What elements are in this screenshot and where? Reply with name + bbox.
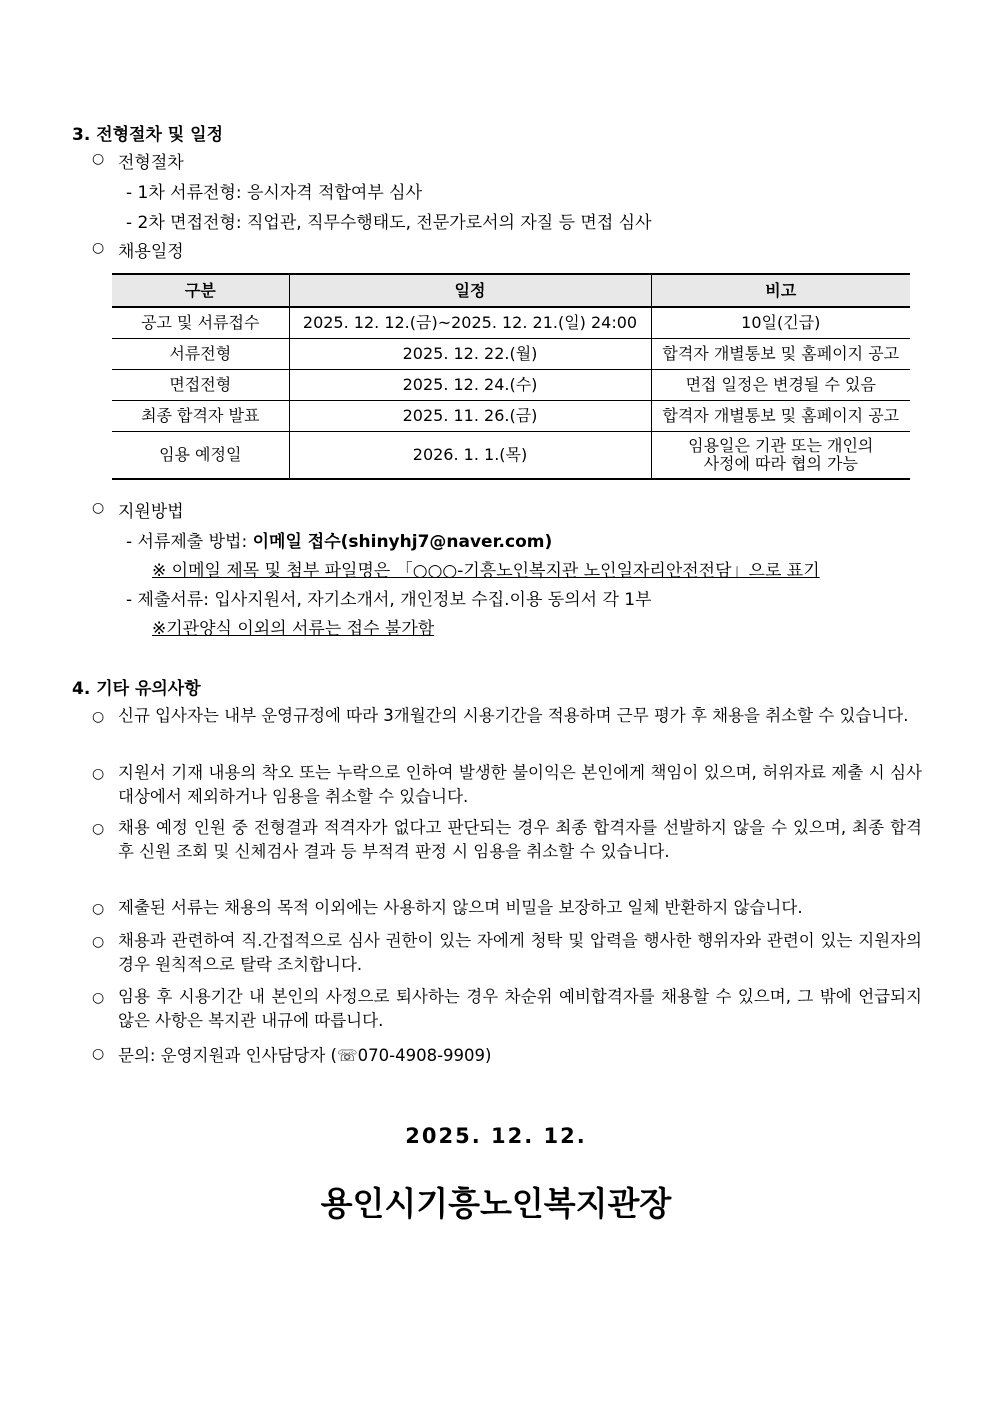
notice-item: 제출된 서류는 채용의 목적 이외에는 사용하지 않으며 비밀을 보장하고 일체 반환하지 않습니다. [118,898,803,917]
bullet-icon: ○ [92,934,105,950]
table-header-row [112,274,910,307]
table-header: 비고 [651,274,910,307]
table-row [112,338,910,369]
organization-name: 용인시기흥노인복지관장 [320,1184,672,1223]
bullet-icon: ○ [92,901,105,917]
note-line-2: 사정에 따라 협의 가능 [703,453,858,473]
notice-item: 지원서 기재 내용의 착오 또는 누락으로 인하여 발생한 불이익은 본인에게 책임이 있으며, 허위자료 제출 시 심사대상에서 제외하거나 임용을 취소할 수 있습니다. [118,763,922,806]
apply-method [126,527,552,552]
apply-email: (shinyhj7@naver.com) [340,532,553,552]
table-cell-note [651,431,910,479]
table-row [112,307,910,338]
bullet-icon: ○ [92,709,105,725]
procedure-item-1: - 1차 서류전형: 응시자격 적합여부 심사 [126,183,423,203]
table-cell: 합격자 개별통보 및 홈페이지 공고 [651,338,910,369]
apply-label: 지원방법 [118,502,184,522]
bullet-icon: ○ [92,500,105,516]
procedure-label: 전형절차 [118,153,184,173]
schedule-label: 채용일정 [118,242,184,262]
documents: - 제출서류: 입사지원서, 자기소개서, 개인정보 수집.이용 동의서 각 1부 [126,590,652,610]
table-cell: 면접전형 [112,369,289,400]
table-cell: 2025. 12. 24.(수) [289,369,651,400]
note-line-1: 임용일은 기관 또는 개인의 [688,435,874,455]
bullet-icon: ○ [92,240,105,256]
table-cell: 합격자 개별통보 및 홈페이지 공고 [651,400,910,431]
bullet-icon: ○ [92,151,105,167]
procedure-item-2: - 2차 면접전형: 직업관, 직무수행태도, 전문가로서의 자질 등 면접 심사 [126,213,652,233]
apply-method-bold: 이메일 접수 [252,532,341,552]
schedule-table [112,273,910,480]
table-row [112,400,910,431]
bullet-icon: ○ [92,1046,105,1062]
notice-item: 임용 후 시용기간 내 본인의 사정으로 퇴사하는 경우 차순위 예비합격자를 채용할 수 있으며, 그 밖에 언급되지 않은 사항은 복지관 내규에 따릅니다. [118,987,922,1030]
table-cell: 최종 합격자 발표 [112,400,289,431]
table-cell: 2025. 11. 26.(금) [289,400,651,431]
apply-note: ※ 이메일 제목 및 첨부 파일명은 「○○○-기흥노인복지관 노인일자리안전전담」으로 표기 [152,561,820,581]
table-cell: 2025. 12. 12.(금)~2025. 12. 21.(일) 24:00 [289,307,651,338]
table-header: 일정 [289,274,651,307]
bullet-icon: ○ [92,766,105,782]
table-row [112,369,910,400]
table-row [112,431,910,479]
table-cell: 2025. 12. 22.(월) [289,338,651,369]
documents-note: ※기관양식 이외의 서류는 접수 불가함 [152,619,435,639]
table-cell: 임용 예정일 [112,431,289,479]
section4-title: 4. 기타 유의사항 [72,679,201,699]
table-cell: 서류전형 [112,338,289,369]
table-cell: 면접 일정은 변경될 수 있음 [651,369,910,400]
contact: 문의: 운영지원과 인사담당자 (☏070-4908-9909) [118,1046,492,1065]
section3-title: 3. 전형절차 및 일정 [72,125,223,145]
table-cell: 2026. 1. 1.(목) [289,431,651,479]
table-cell: 공고 및 서류접수 [112,307,289,338]
announcement-date: 2025. 12. 12. [405,1124,587,1148]
bullet-icon: ○ [92,821,105,837]
notice-item: 채용 예정 인원 중 전형결과 적격자가 없다고 판단되는 경우 최종 합격자를 선발하지 않을 수 있으며, 최종 합격 후 신원 조회 및 신체검사 결과 등 부적격 판정 시 임용을 취소할 수 있습니다. [118,818,922,861]
table-cell: 10일(긴급) [651,307,910,338]
apply-method-prefix: - 서류제출 방법: [126,532,253,552]
notice-item: 신규 입사자는 내부 운영규정에 따라 3개월간의 시용기간을 적용하며 근무 평가 후 채용을 취소할 수 있습니다. [118,706,909,725]
notice-item: 채용과 관련하여 직.간접적으로 심사 권한이 있는 자에게 청탁 및 압력을 행사한 행위자와 관련이 있는 지원자의 경우 원칙적으로 탈락 조치합니다. [118,931,922,974]
table-header: 구분 [112,274,289,307]
bullet-icon: ○ [92,990,105,1006]
